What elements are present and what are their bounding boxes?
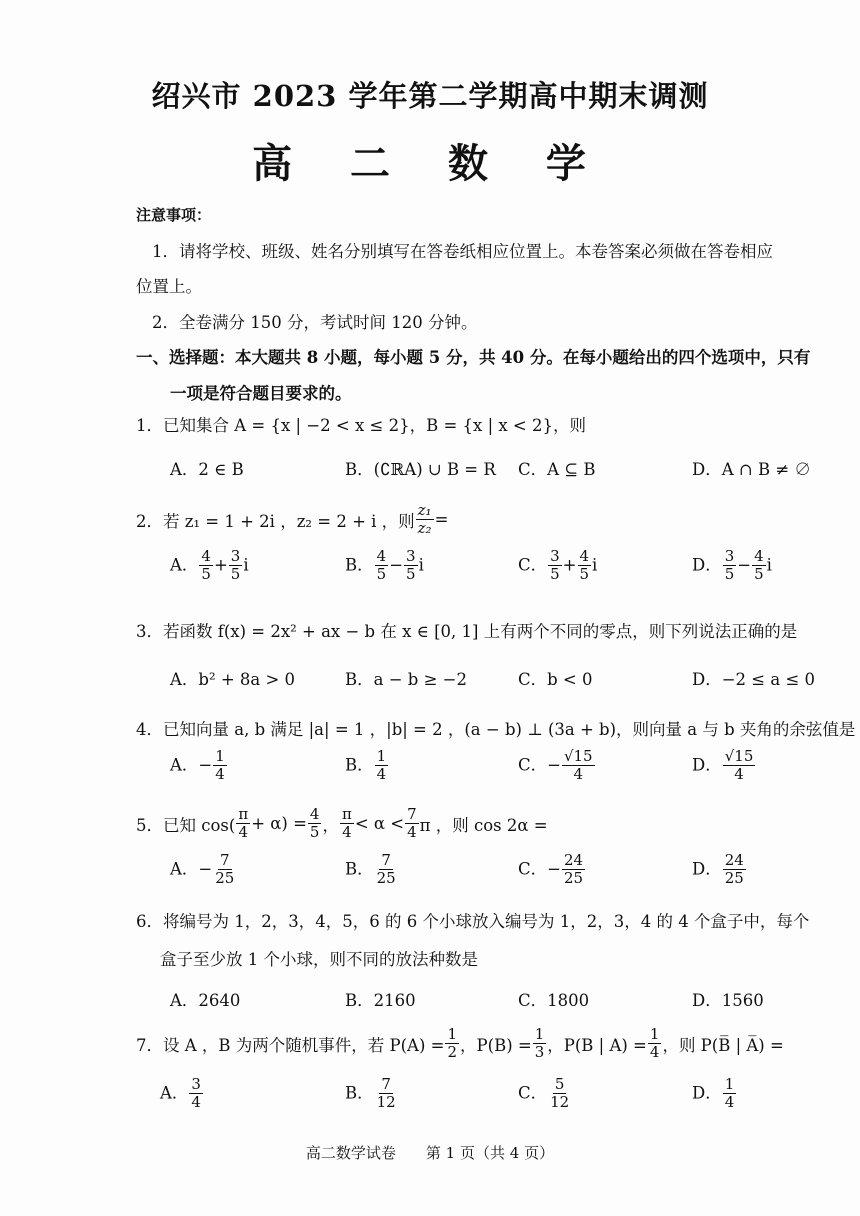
exam-title: 绍兴市 2023 学年第二学期高中期末调测 — [151, 79, 709, 113]
notice-item2: 2．全卷满分 150 分，考试时间 120 分钟。 — [152, 313, 478, 332]
q7-option-d: D． $\frac{1}{4}$ — [692, 1075, 735, 1112]
q5-option-a: A．− $\frac{7}{25}$ — [170, 851, 235, 888]
question-4-stem: 4．已知向量 a, b 满足 |a| = 1 ，|b| = 2 ，(a − b) ⊥ (3a + b)，则向量 a 与 b 夹角的余弦值是 — [136, 720, 856, 739]
q4-option-c: C．− $\frac{√15}{4}$ — [518, 747, 593, 784]
q3-option-c: C．b < 0 — [518, 670, 593, 689]
q6-option-a: A．2640 — [170, 991, 241, 1010]
q3-option-a: A．b² + 8a > 0 — [170, 670, 296, 689]
q1-option-b: B．(∁ℝA) ∪ B = R — [345, 460, 496, 479]
question-7-stem: 7．设 A ，B 为两个随机事件，若 P(A) = $\frac{1}{2}$ ，P(B) = $\frac{1}{3}$ ，P(B | A) = $\frac{1}{4}$ ，则 P(B̅ | A̅) = — [136, 1025, 784, 1062]
q1-option-c: C．A ⊆ B — [518, 460, 596, 479]
q4-option-b: B． $\frac{1}{4}$ — [345, 747, 387, 784]
q7-option-a: A． $\frac{3}{4}$ — [160, 1075, 201, 1112]
q2-ratio-fraction: $\frac{\text{z₁}}{\text{z₂}}$ — [417, 501, 432, 538]
q6-option-c: C．1800 — [518, 991, 590, 1010]
question-6-stem-line2: 盒子至少放 1 个小球，则不同的放法种数是 — [160, 950, 478, 969]
q1-option-d: D．A ∩ B ≠ ∅ — [692, 460, 811, 479]
question-5-stem: 5．已知 cos( $\frac{\pi}{4}$ + α) = $\frac{4}{5}$ ， $\frac{\pi}{4}$ < α < $\frac{7}{4}$ π ，则 cos 2α = — [136, 805, 548, 842]
q4-option-d: D． $\frac{√15}{4}$ — [692, 747, 754, 784]
q3-option-d: D．−2 ≤ a ≤ 0 — [692, 670, 816, 689]
q2-option-c: C． $\frac{3}{5}$ + $\frac{4}{5}$ i — [518, 547, 598, 584]
q3-option-b: B．a − b ≥ −2 — [345, 670, 467, 689]
q7-option-c: C． $\frac{5}{12}$ — [518, 1075, 570, 1112]
question-3-stem: 3．若函数 f(x) = 2x² + ax − b 在 x ∈ [0, 1] 上有两个不同的零点，则下列说法正确的是 — [136, 622, 798, 641]
notice-heading: 注意事项： — [136, 206, 212, 224]
q2-option-b: B． $\frac{4}{5}$ − $\frac{3}{5}$ i — [345, 547, 424, 584]
notice-item1-line1: 1．请将学校、班级、姓名分别填写在答卷纸相应位置上。本卷答案必须做在答卷相应 — [152, 242, 773, 261]
q5-option-b: B． $\frac{7}{25}$ — [345, 851, 396, 888]
page-footer: 高二数学试卷 第 1 页（共 4 页） — [305, 1144, 555, 1162]
subject-title: 高 二 数 学 — [252, 140, 608, 187]
section1-heading-line1: 一、选择题：本大题共 8 小题，每小题 5 分，共 40 分。在每小题给出的四个选项中，只有 — [136, 348, 811, 367]
q2-option-a: A． $\frac{4}{5}$ + $\frac{3}{5}$ i — [170, 547, 249, 584]
q1-option-a: A．2 ∈ B — [170, 460, 244, 479]
q6-option-b: B．2160 — [345, 991, 416, 1010]
notice-item1-line2: 位置上。 — [136, 277, 202, 296]
q2-option-d: D． $\frac{3}{5}$ − $\frac{4}{5}$ i — [692, 547, 772, 584]
q4-option-a: A．− $\frac{1}{4}$ — [170, 747, 225, 784]
section1-heading-line2: 一项是符合题目要求的。 — [170, 384, 352, 403]
q5-option-d: D． $\frac{24}{25}$ — [692, 851, 744, 888]
q7-option-b: B． $\frac{7}{12}$ — [345, 1075, 396, 1112]
q6-option-d: D．1560 — [692, 991, 764, 1010]
question-6-stem-line1: 6．将编号为 1，2，3，4，5，6 的 6 个小球放入编号为 1，2，3，4 的 4 个盒子中，每个 — [136, 912, 810, 931]
q5-option-c: C．− $\frac{24}{25}$ — [518, 851, 584, 888]
question-1-stem: 1．已知集合 A = {x | −2 < x ≤ 2}，B = {x | x < 2}，则 — [136, 416, 586, 435]
question-2-stem: 2．若 z₁ = 1 + 2i ，z₂ = 2 + i ，则 $\frac{\text{z₁}}{\text{z₂}}$ = — [136, 501, 449, 538]
